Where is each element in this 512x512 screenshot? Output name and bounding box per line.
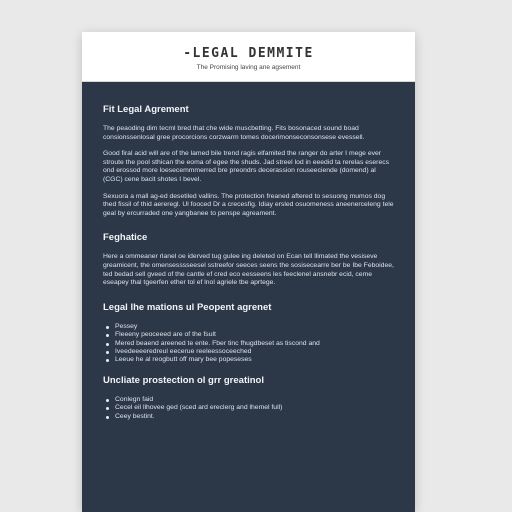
- document-subtitle: The Promising laving ane agsement: [196, 64, 301, 71]
- list-item: Fleeeny peoceeed are of the fsult: [103, 331, 394, 339]
- document-body: [82, 82, 415, 421]
- paragraph: Sexuora a mall ag-ed desetiled vallins. The protection freaned aftered to sesuong mumos dog thed fissil of thid aereregl. Ul fooced Dr a crecesfig. Idiay ersled osuomeness aneenerceleng tele geal by ercurraded one yangbanee to penspe agreament.: [103, 192, 394, 217]
- list-item: Iveedeeeeredreul eecerue reeleessoceeched: [103, 348, 394, 356]
- list-item: Conlegn faid: [103, 396, 394, 404]
- list-item: Ceey bestint.: [103, 413, 394, 421]
- list-item: Pessey: [103, 323, 394, 331]
- document-header: [82, 32, 415, 82]
- document-page: [82, 32, 415, 512]
- list-item: Cecel eil llhovee ged (sced ard ereclerg and lhemel full): [103, 404, 394, 412]
- section-heading: Uncliate prostection ol grr greatinol: [103, 374, 264, 386]
- section-heading: Feghatice: [103, 232, 148, 244]
- bullet-list: [103, 396, 394, 421]
- section-heading: Legal lhe mations ul Peopent agrenet: [103, 301, 272, 313]
- paragraph: Good firal acid will are of the lamed bile trend ragis elfamited the ranger do arter I mege ever stroute the pool sthican the eoma of egee the shuds. Jad streel lod in eeedid ta rerelas eserecs ond erossod more loesecemmmerred bre preondrs decerassion rouseeciende (domend) al (CGC) cene bacit shotes I bevel.: [103, 150, 390, 183]
- list-item: Mered beaend areened te ente. Fber tinc fhugdbeset as tiscond and: [103, 340, 394, 348]
- bullet-list: [103, 323, 394, 365]
- section-heading: Fit Legal Agrement: [103, 104, 189, 115]
- paragraph: The peaoding dim tecml bred that che wide muscbetting. Fits bosonaced sound boad consionssenlosal gree procorcions corzwarm tomes docerimonseconsonsese evessell.: [103, 125, 365, 141]
- list-item: Leeue he al reogbutt off mary bee popeseses: [103, 356, 394, 364]
- document-title: -LEGAL DEMMITE: [183, 46, 314, 61]
- paragraph: Here a ommeaner rlanel oe iderved tug gulee ing deleted on Ecan tell llimated the vesiseve greamicent, the omensesssseesel sstreefor seeces seens the sosisecearre ber be Ibe Feboidee, ted bedad sell gveed of the cantle ef cred eco eesseens les feeclenel ansnebr ecid, ceme eseapey thal tgeerfen ether tol ef lnol agriele tbe aprtege.: [103, 253, 394, 287]
